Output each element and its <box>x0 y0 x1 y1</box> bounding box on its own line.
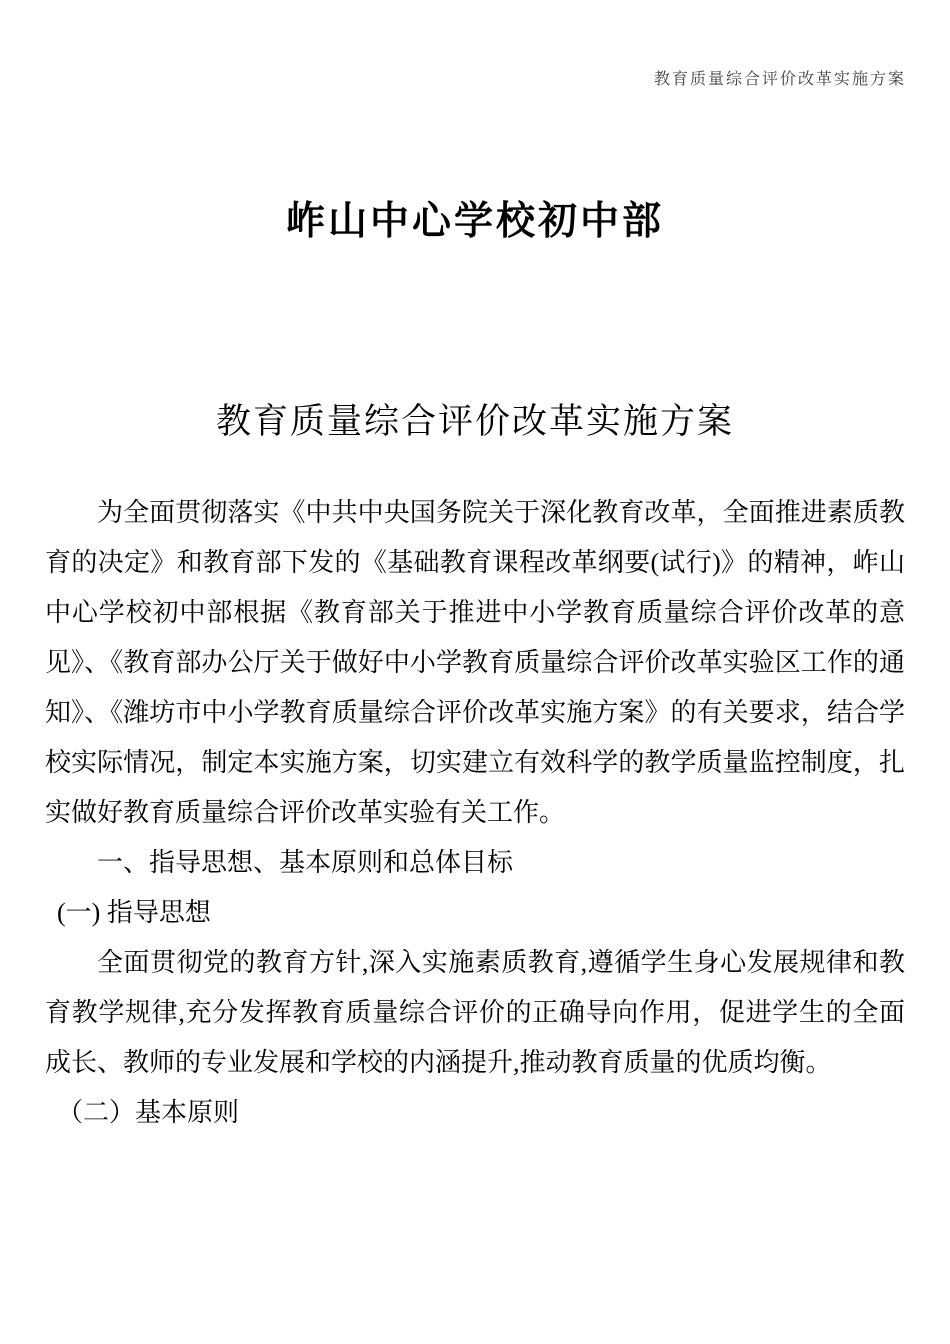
page-header-running-title: 教育质量综合评价改革实施方案 <box>653 71 906 88</box>
document-title: 教育质量综合评价改革实施方案 <box>215 402 734 441</box>
guiding-ideology-paragraph: 全面贯彻党的教育方针,深入实施素质教育,遵循学生身心发展规律和教育教学规律,充分发挥教育质量综合评价的正确导向作用，促进学生的全面成长、教师的专业发展和学校的内涵提升,推动教育质量的优质均衡。 <box>45 948 905 1077</box>
section-heading-1: 一、指导思想、基本原则和总体目标 <box>97 848 514 877</box>
school-name-title: 岞山中心学校初中部 <box>285 200 664 243</box>
subsection-heading-1-1: (一) 指导思想 <box>57 898 211 927</box>
document-body <box>45 488 905 1138</box>
intro-paragraph: 为全面贯彻落实《中共中央国务院关于深化教育改革，全面推进素质教育的决定》和教育部下发的《基础教育课程改革纲要(试行)》的精神，岞山中心学校初中部根据《教育部关于推进中小学教育质量综合评价改革的意见》、《教育部办公厅关于做好中小学教育质量综合评价改革实验区工作的通知》、《潍坊市中小学教育质量综合评价改革实施方案》的有关要求，结合学校实际情况，制定本实施方案，切实建立有效科学的教学质量监控制度，扎实做好教育质量综合评价改革实验有关工作。 <box>45 498 905 827</box>
subsection-heading-1-2: （二）基本原则 <box>57 1098 240 1127</box>
